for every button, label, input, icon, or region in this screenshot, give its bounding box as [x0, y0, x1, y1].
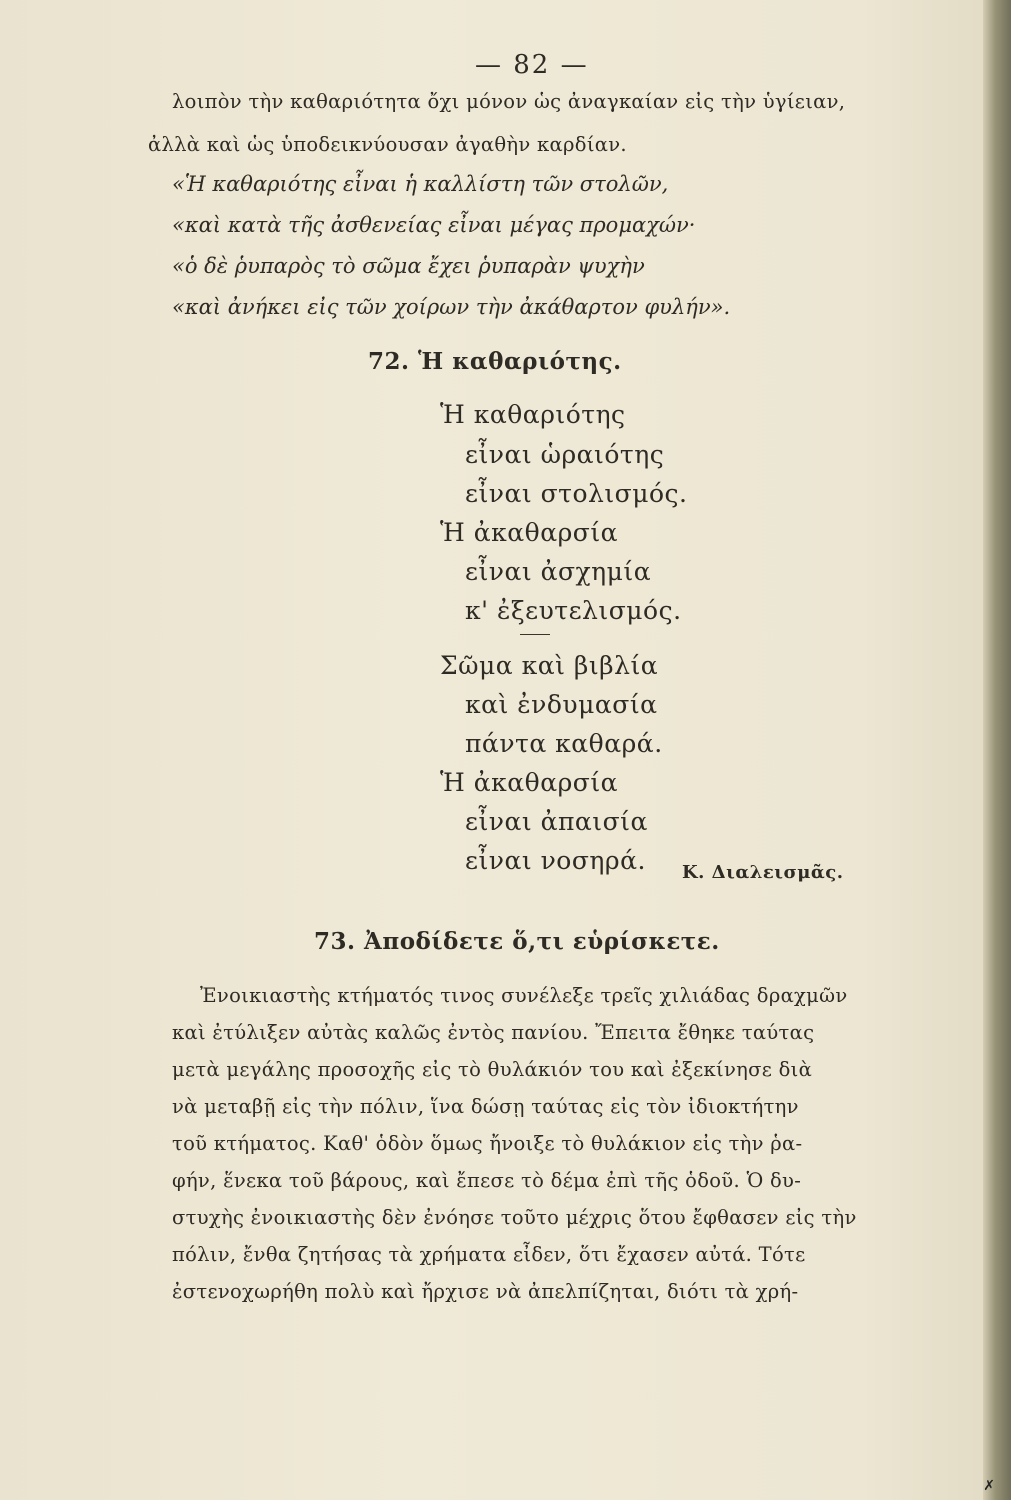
section-73-heading: 73. Ἀποδίδετε ὅ,τι εὑρίσκετε.	[314, 928, 720, 955]
story-line: μετὰ μεγάλης προσοχῆς εἰς τὸ θυλάκιόν του καὶ ἐξεκίνησε διὰ	[172, 1058, 813, 1081]
story-line: ἐστενοχωρήθη πολὺ καὶ ἤρχισε νὰ ἀπελπίζηται, διότι τὰ χρή-	[172, 1280, 799, 1303]
section-72-heading: 72. Ἡ καθαριότης.	[368, 348, 622, 375]
poem-line: εἶναι νοσηρά.	[465, 846, 646, 875]
corner-mark: ✗	[983, 1478, 995, 1494]
page-edge-shadow	[983, 0, 1011, 1500]
poem-line: Ἡ ἀκαθαρσία	[440, 518, 619, 547]
poem-line: Ἡ ἀκαθαρσία	[440, 768, 619, 797]
poem-line: Σῶμα καὶ βιβλία	[440, 651, 659, 680]
poem-line: κ' ἐξευτελισμός.	[465, 596, 682, 625]
poem-author: Κ. Διαλεισμᾶς.	[682, 862, 844, 883]
poem-line: εἶναι ὡραιότης	[465, 440, 665, 469]
quote-line-2: «καὶ κατὰ τῆς ἀσθενείας εἶναι μέγας προμαχών·	[172, 213, 696, 237]
intro-line-2: ἀλλὰ καὶ ὡς ὑποδεικνύουσαν ἀγαθὴν καρδίαν.	[148, 133, 627, 156]
quote-line-3: «ὁ δὲ ῥυπαρὸς τὸ σῶμα ἔχει ῥυπαρὰν ψυχὴν	[172, 254, 645, 278]
poem-separator	[520, 634, 550, 635]
poem-line: Ἡ καθαριότης	[440, 400, 626, 429]
story-line: καὶ ἐτύλιξεν αὐτὰς καλῶς ἐντὸς πανίου. Ἔπειτα ἔθηκε ταύτας	[172, 1021, 815, 1044]
story-line: στυχὴς ἐνοικιαστὴς δὲν ἐνόησε τοῦτο μέχρις ὅτου ἔφθασεν εἰς τὴν	[172, 1206, 857, 1229]
story-line: Ἐνοικιαστὴς κτήματός τινος συνέλεξε τρεῖς χιλιάδας δραχμῶν	[200, 984, 848, 1007]
story-line: φήν, ἕνεκα τοῦ βάρους, καὶ ἔπεσε τὸ δέμα ἐπὶ τῆς ὁδοῦ. Ὁ δυ-	[172, 1169, 802, 1192]
poem-line: εἶναι ἀσχημία	[465, 557, 652, 586]
page-number: — 82 —	[475, 50, 589, 80]
poem-line: πάντα καθαρά.	[465, 729, 663, 758]
quote-line-4: «καὶ ἀνήκει εἰς τῶν χοίρων τὴν ἀκάθαρτον φυλήν».	[172, 295, 731, 319]
story-line: πόλιν, ἔνθα ζητήσας τὰ χρήματα εἶδεν, ὅτι ἔχασεν αὐτά. Τότε	[172, 1243, 806, 1266]
quote-line-1: «Ἡ καθαριότης εἶναι ἡ καλλίστη τῶν στολῶν,	[172, 172, 669, 196]
poem-line: εἶναι ἀπαισία	[465, 807, 648, 836]
story-line: τοῦ κτήματος. Καθ' ὁδὸν ὅμως ἤνοιξε τὸ θυλάκιον εἰς τὴν ῥα-	[172, 1132, 803, 1155]
story-line: νὰ μεταβῇ εἰς τὴν πόλιν, ἵνα δώσῃ ταύτας εἰς τὸν ἰδιοκτήτην	[172, 1095, 799, 1118]
poem-line: καὶ ἐνδυμασία	[465, 690, 658, 719]
intro-line-1: λοιπὸν τὴν καθαριότητα ὄχι μόνον ὡς ἀναγκαίαν εἰς τὴν ὑγίειαν,	[172, 90, 846, 113]
poem-line: εἶναι στολισμός.	[465, 479, 688, 508]
